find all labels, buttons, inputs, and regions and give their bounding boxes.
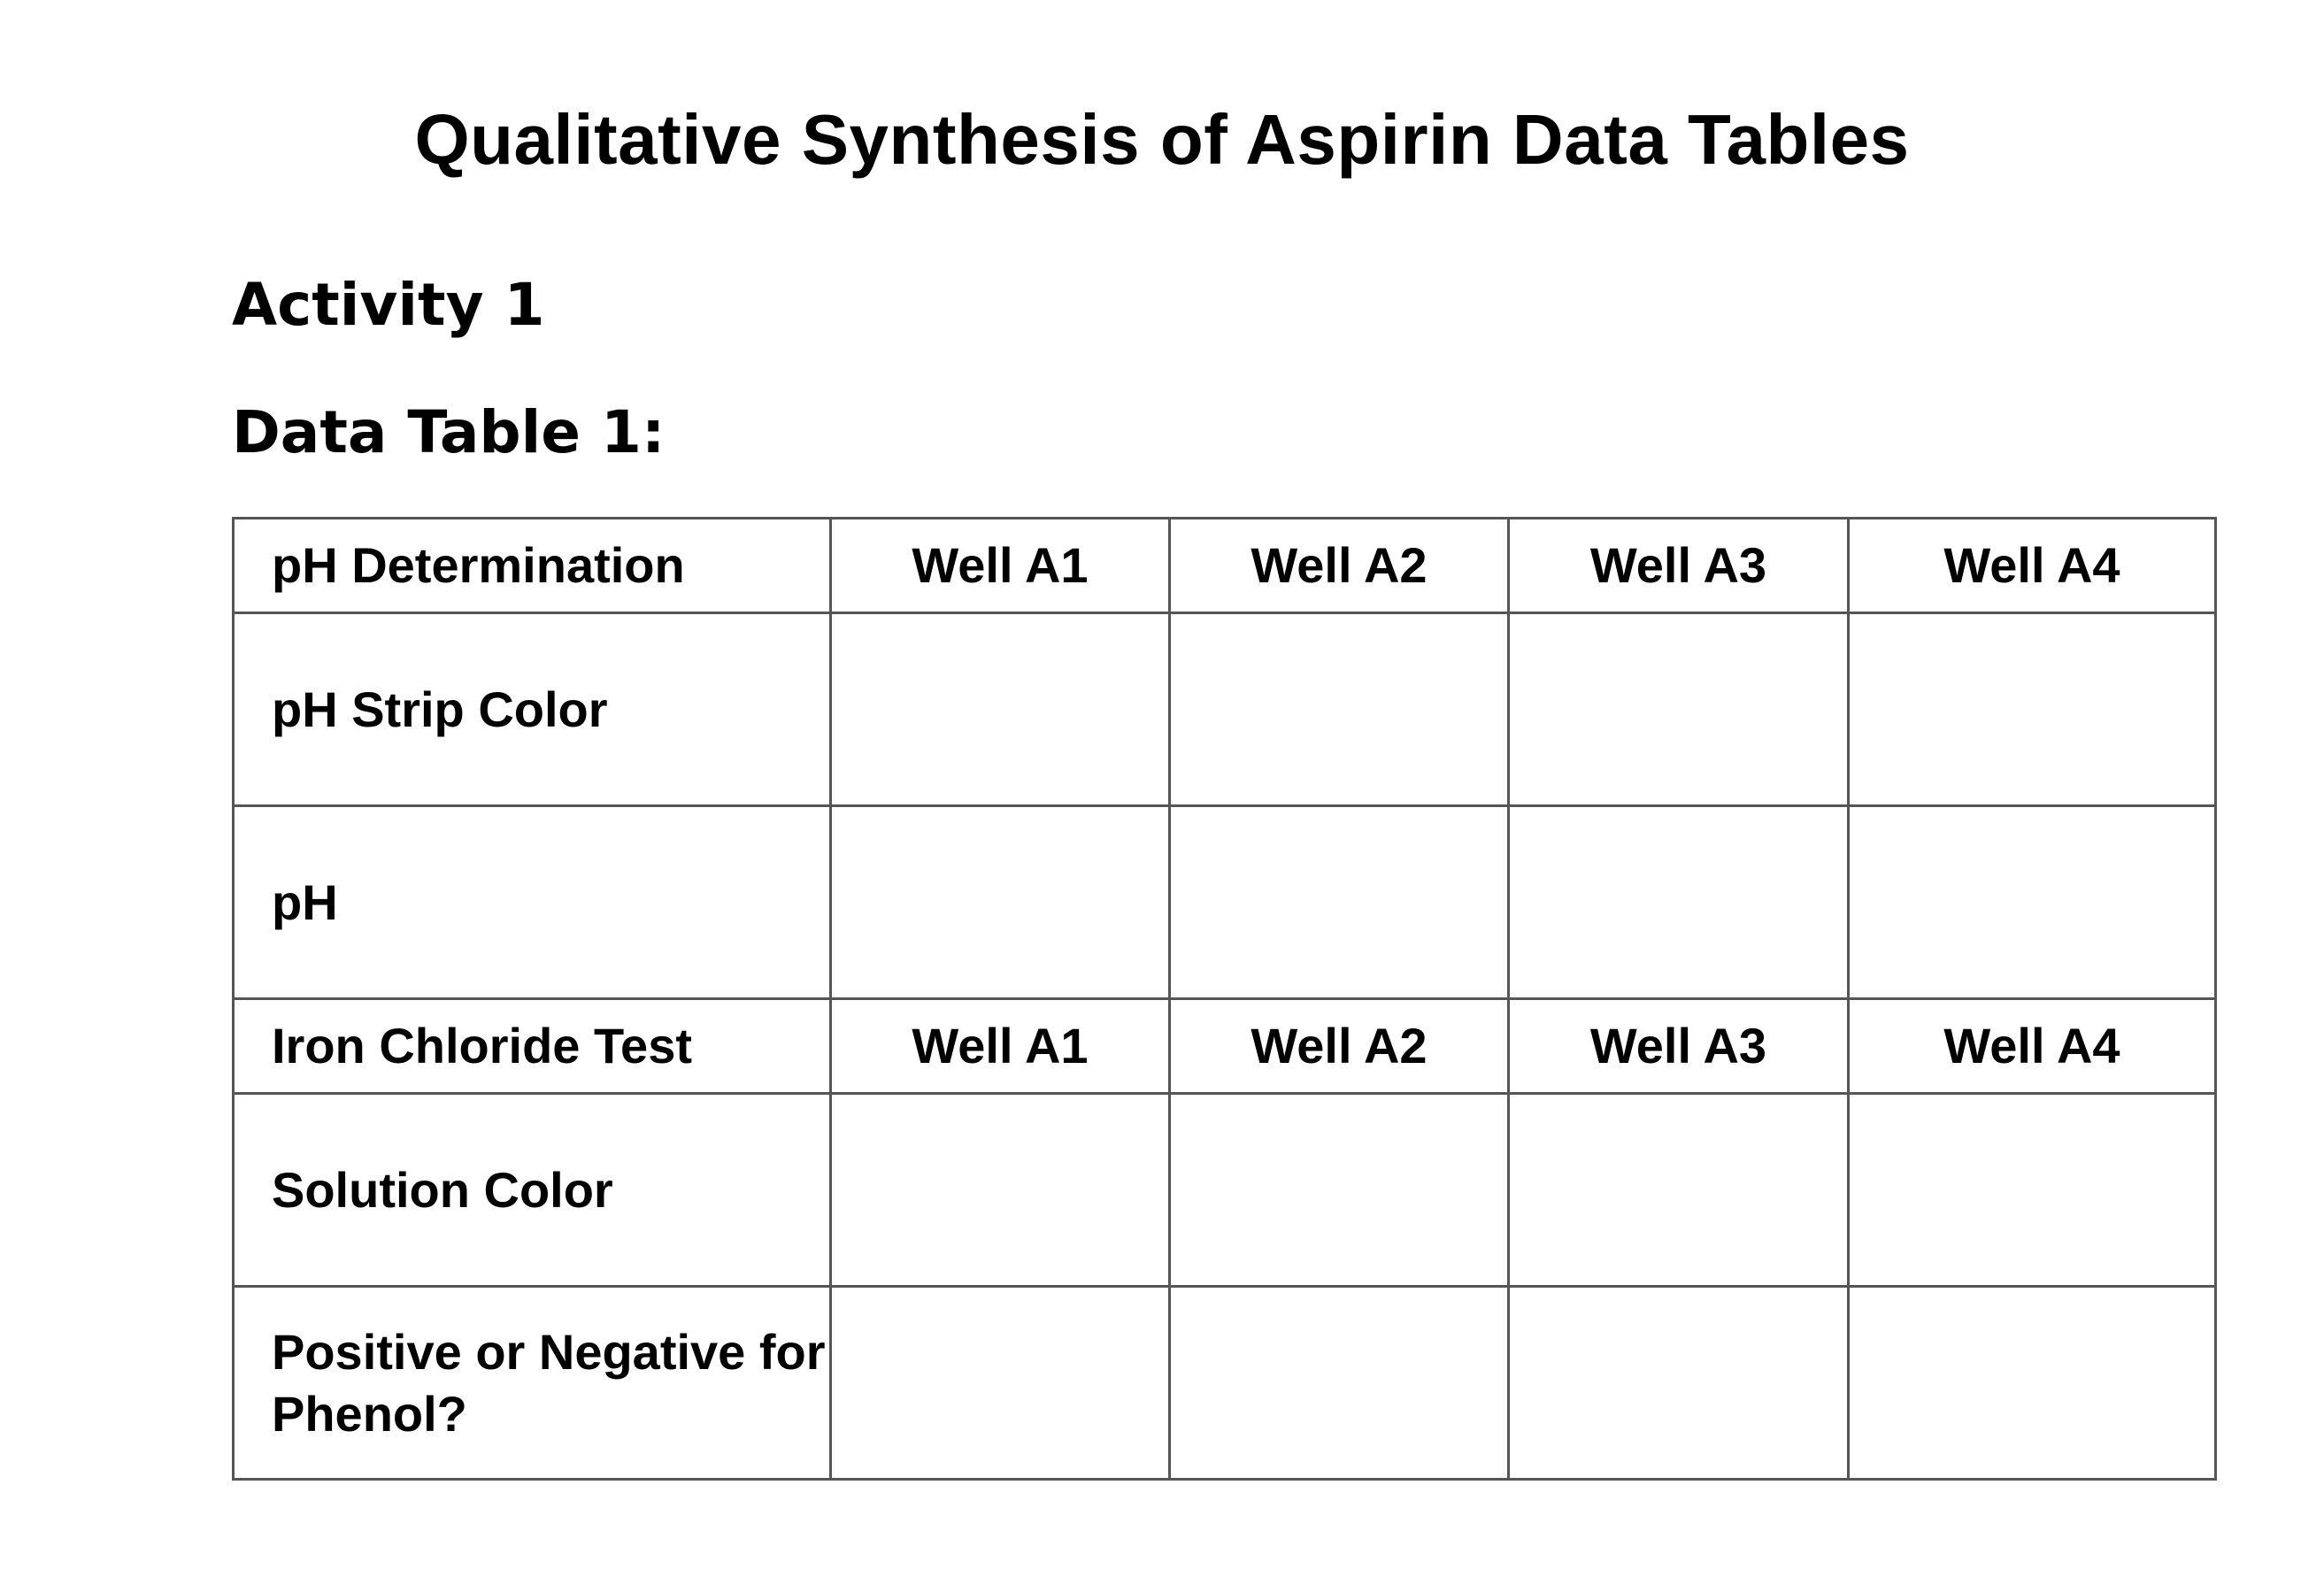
phenol-result-well-a1-cell[interactable] bbox=[831, 1287, 1170, 1480]
iron-chloride-test-header-row bbox=[234, 999, 2216, 1094]
ph-strip-color-label: pH Strip Color bbox=[234, 613, 831, 806]
ph-well-a2-cell[interactable] bbox=[1170, 806, 1509, 999]
phenol-result-label: Positive or Negative for Phenol? bbox=[234, 1287, 831, 1480]
iron-chloride-test-header: Iron Chloride Test bbox=[234, 999, 831, 1094]
data-table-1 bbox=[232, 517, 2217, 1481]
ph-well-a4-cell[interactable] bbox=[1849, 806, 2216, 999]
well-a1-header: Well A1 bbox=[831, 519, 1170, 613]
phenol-result-well-a3-cell[interactable] bbox=[1509, 1287, 1849, 1480]
table-row bbox=[234, 613, 2216, 806]
ph-well-a3-cell[interactable] bbox=[1509, 806, 1849, 999]
ph-strip-color-well-a1-cell[interactable] bbox=[831, 613, 1170, 806]
ph-well-a1-cell[interactable] bbox=[831, 806, 1170, 999]
solution-color-label: Solution Color bbox=[234, 1094, 831, 1287]
ph-label: pH bbox=[234, 806, 831, 999]
well-a1-header: Well A1 bbox=[831, 999, 1170, 1094]
ph-strip-color-well-a2-cell[interactable] bbox=[1170, 613, 1509, 806]
ph-strip-color-well-a4-cell[interactable] bbox=[1849, 613, 2216, 806]
data-table-heading: Data Table 1: bbox=[232, 398, 666, 466]
ph-strip-color-well-a3-cell[interactable] bbox=[1509, 613, 1849, 806]
solution-color-well-a3-cell[interactable] bbox=[1509, 1094, 1849, 1287]
table-row bbox=[234, 806, 2216, 999]
phenol-result-well-a2-cell[interactable] bbox=[1170, 1287, 1509, 1480]
well-a3-header: Well A3 bbox=[1509, 999, 1849, 1094]
ph-determination-header-row bbox=[234, 519, 2216, 613]
well-a3-header: Well A3 bbox=[1509, 519, 1849, 613]
ph-determination-header: pH Determination bbox=[234, 519, 831, 613]
well-a2-header: Well A2 bbox=[1170, 999, 1509, 1094]
well-a4-header: Well A4 bbox=[1849, 519, 2216, 613]
solution-color-well-a1-cell[interactable] bbox=[831, 1094, 1170, 1287]
well-a2-header: Well A2 bbox=[1170, 519, 1509, 613]
solution-color-well-a2-cell[interactable] bbox=[1170, 1094, 1509, 1287]
page-title: Qualitative Synthesis of Aspirin Data Tables bbox=[414, 100, 1910, 179]
phenol-result-well-a4-cell[interactable] bbox=[1849, 1287, 2216, 1480]
activity-heading: Activity 1 bbox=[232, 271, 545, 339]
solution-color-well-a4-cell[interactable] bbox=[1849, 1094, 2216, 1287]
table-row bbox=[234, 1094, 2216, 1287]
well-a4-header: Well A4 bbox=[1849, 999, 2216, 1094]
table-row bbox=[234, 1287, 2216, 1480]
